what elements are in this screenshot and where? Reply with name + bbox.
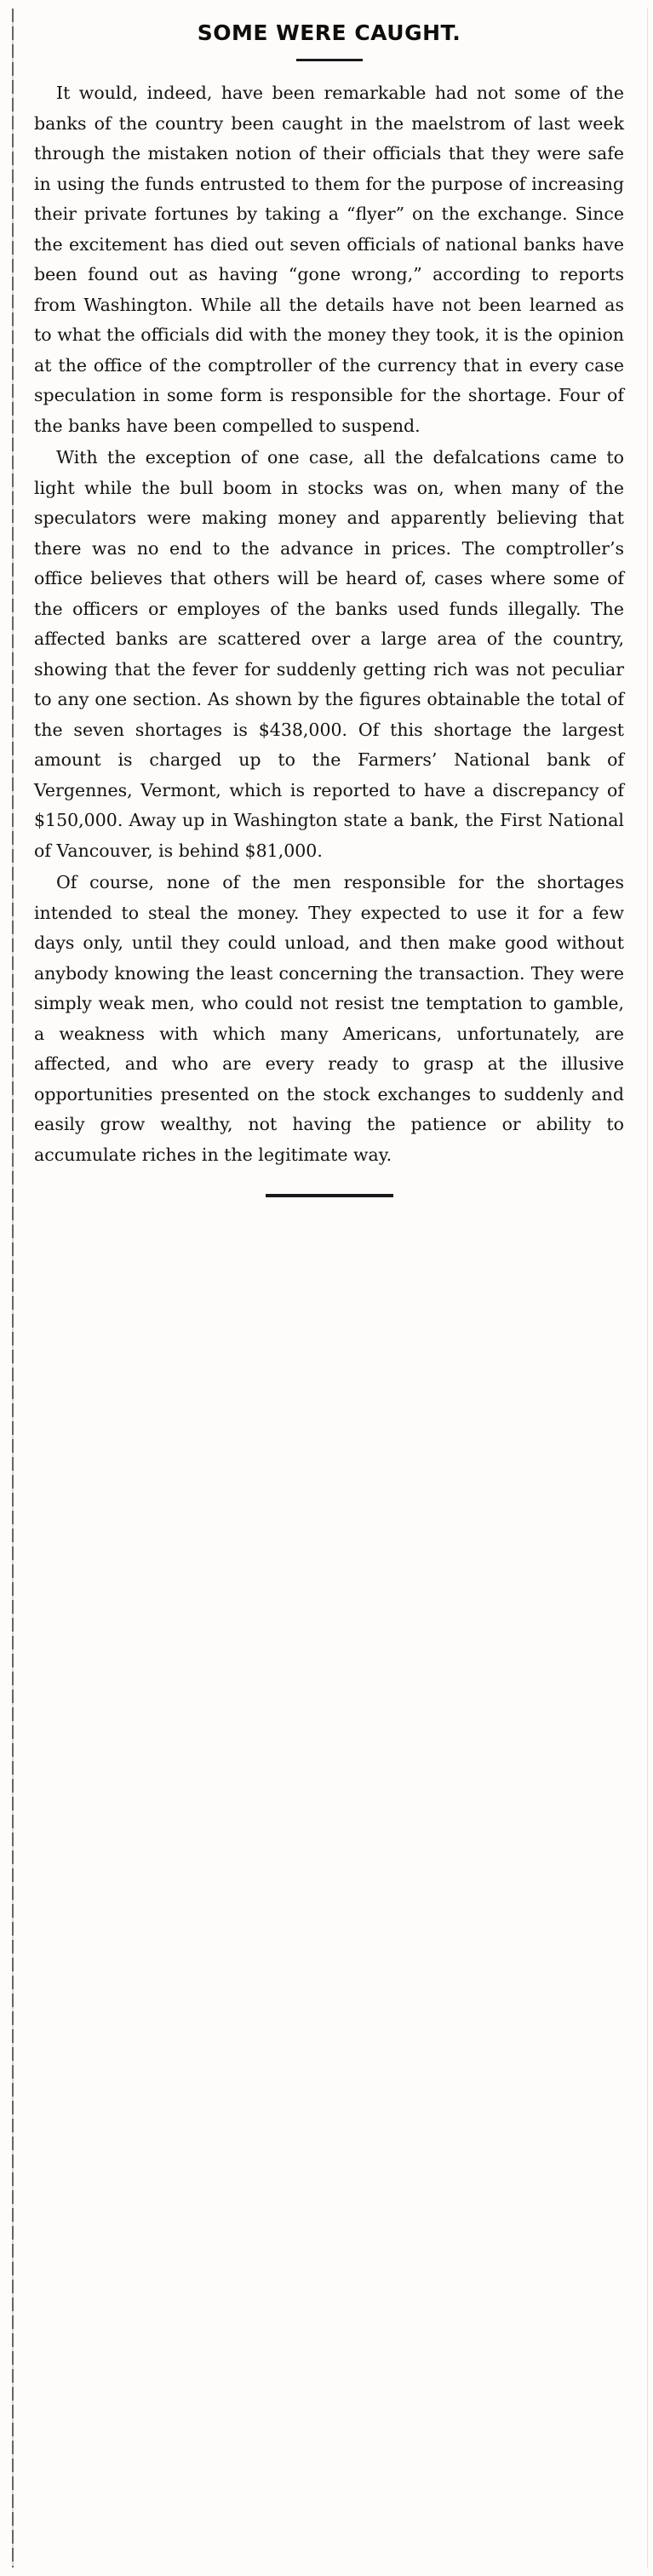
- article-paragraph: Of course, none of the men responsible for the shortages intended to steal the money. They expected to use it for a few days only, until they could unload, and then make good without anybody knowing the least concerning the transaction. They were simply weak men, who could not resist tne temptation to gamble, a weakness with which many Americans, unfortunately, are affected, and who are every ready to grasp at the illusive opportunities presented on the stock exchanges to suddenly and easily grow wealthy, not having the patience or ability to accumulate riches in the legitimate way.: [34, 872, 624, 1165]
- article-end-divider: [266, 1194, 393, 1197]
- article-headline: SOME WERE CAUGHT.: [197, 20, 461, 45]
- column-rule-left: [12, 9, 14, 2567]
- article-body: [34, 78, 624, 1170]
- article-paragraph: With the exception of one case, all the defalcations came to light while the bull boom in stocks was on, when many of the speculators were making money and apparently believing that there was no end to the advance in prices. The comptroller’s office believes that others will be heard of, cases where some of the officers or employes of the banks used funds illegally. The affected banks are scattered over a large area of the country, showing that the fever for suddenly getting rich was not peculiar to any one section. As shown by the figures obtainable the total of the seven shortages is $438,000. Of this shortage the largest amount is charged up to the Farmers’ National bank of Vergennes, Vermont, which is reported to have a discrepancy of $150,000. Away up in Washington state a bank, the First National of Vancouver, is behind $81,000.: [34, 447, 624, 861]
- column-rule-right: [647, 9, 648, 2567]
- headline-divider: [296, 59, 363, 61]
- article-paragraph: It would, indeed, have been remarkable had not some of the banks of the country been caught in the maelstrom of last week through the mistaken notion of their officials that they were safe in using the funds entrusted to them for the purpose of increasing their private fortunes by taking a “flyer” on the exchange. Since the excitement has died out seven officials of national banks have been found out as having “gone wrong,” according to reports from Washington. While all the details have not been learned as to what the officials did with the money they took, it is the opinion at the office of the comptroller of the currency that in every case speculation in some form is responsible for the shortage. Four of the banks have been compelled to suspend.: [34, 83, 624, 436]
